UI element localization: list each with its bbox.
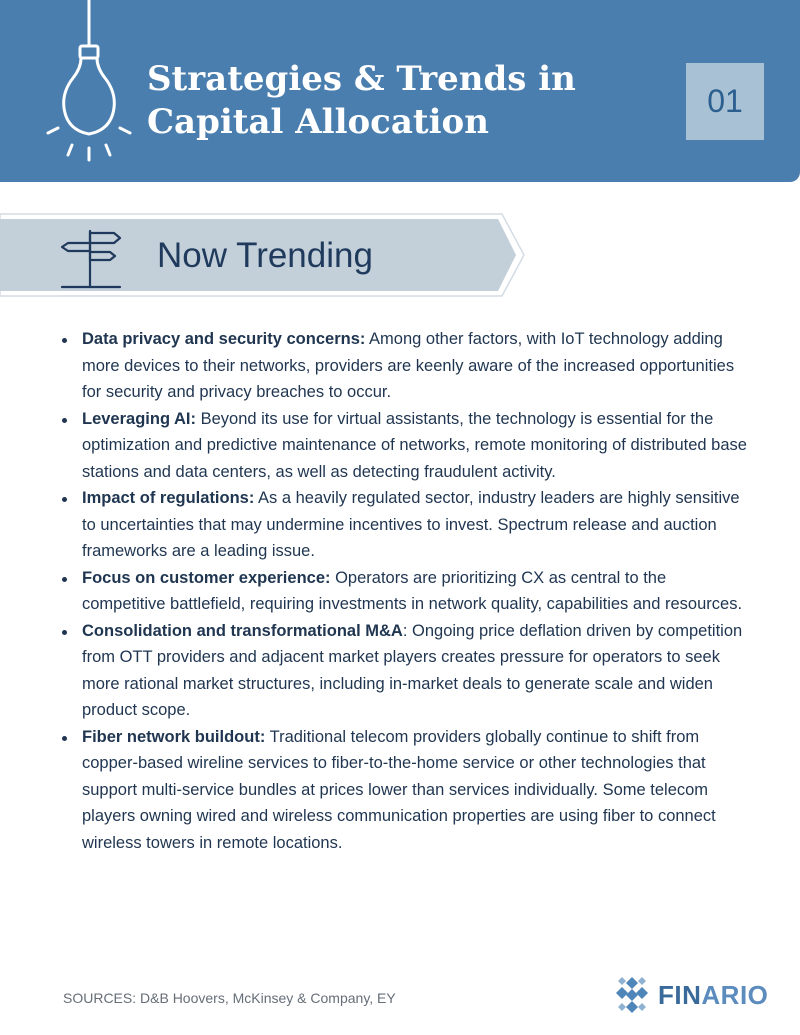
bullet-icon: [62, 577, 67, 582]
list-item: [62, 406, 752, 486]
finario-logo-icon: [612, 975, 652, 1015]
title-line-2: Capital Allocation: [147, 102, 489, 142]
item-text: Operators are prioritizing CX as central to the competitive battlefield, requiring investments in network quality, capabilities and resources.: [82, 568, 743, 613]
item-text: : Ongoing price deflation driven by competition from OTT providers and adjacent market players creates pressure for operators to seek more rational market structures, including in-market deals to generate scale and widen product scope.: [82, 621, 743, 719]
item-text: Traditional telecom providers globally continue to shift from copper-based wireline services to fiber-to-the-home service or other technologies that support multi-service bundles at prices lower than services individually. Some telecom players owning wired and wireless communication properties are using fiber to connect wireless towers in remote locations.: [82, 727, 716, 852]
item-text: As a heavily regulated sector, industry leaders are highly sensitive to uncertainties that may undermine incentives to invest. Spectrum release and auction frameworks are a leading issue.: [82, 489, 740, 560]
list-item: [62, 565, 752, 618]
sources-note: SOURCES: D&B Hoovers, McKinsey & Company, EY: [63, 990, 396, 1006]
page-title: [147, 58, 647, 144]
list-item: [62, 724, 752, 857]
list-item: [62, 326, 752, 406]
item-heading: Data privacy and security concerns:: [82, 330, 366, 348]
item-heading: Fiber network buildout:: [82, 727, 266, 746]
item-text: Among other factors, with IoT technology adding more devices to their networks, providers are keenly aware of the increased opportunities for security and privacy breaches to occur.: [82, 330, 735, 401]
lightbulb-icon: [40, 0, 140, 170]
logo-text: [658, 980, 768, 1011]
finario-logo: [612, 975, 768, 1015]
bullet-icon: [62, 497, 67, 502]
list-item: [62, 485, 752, 565]
logo-text-fin: FIN: [658, 979, 702, 1010]
bullet-icon: [62, 736, 67, 741]
signpost-icon: [60, 227, 124, 291]
trend-list: [62, 326, 752, 856]
bullet-icon: [62, 630, 67, 635]
logo-text-ario: ARIO: [701, 979, 769, 1010]
list-item: [62, 618, 752, 724]
title-line-1: Strategies & Trends in: [147, 59, 576, 99]
item-heading: Consolidation and transformational M&A: [82, 621, 403, 640]
page-number-badge: 01: [686, 63, 764, 140]
item-heading: Leveraging AI:: [82, 409, 196, 428]
bullet-icon: [62, 418, 67, 423]
section-title: Now Trending: [157, 236, 373, 275]
header-band: [0, 0, 800, 182]
item-heading: Impact of regulations:: [82, 489, 255, 507]
item-text: Beyond its use for virtual assistants, the technology is essential for the optimization and predictive maintenance of networks, remote monitoring of distributed base stations and data centers, as well as detecting fraudulent activity.: [82, 409, 747, 481]
bullet-icon: [62, 338, 67, 343]
item-heading: Focus on customer experience:: [82, 568, 331, 587]
